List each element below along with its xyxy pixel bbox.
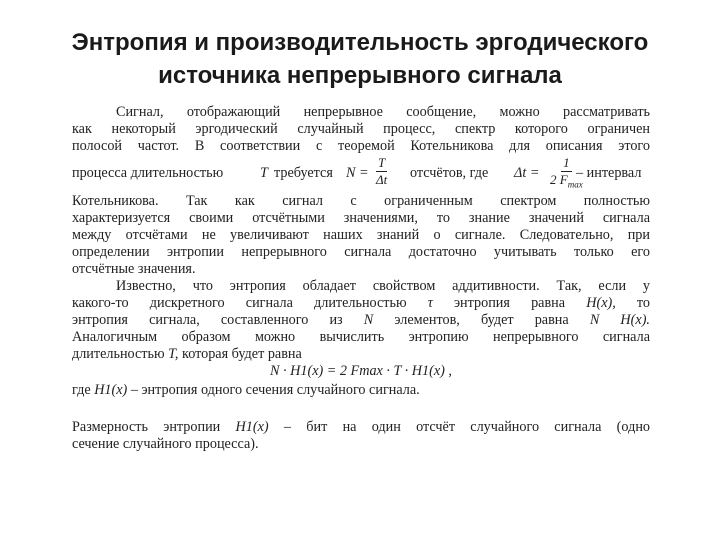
paragraph-gap <box>72 399 650 419</box>
para2-line3 <box>72 312 650 329</box>
para1-line9: отсчётные значения. <box>72 261 196 277</box>
para2-line2-H: H(x), <box>586 295 616 311</box>
para3-line1 <box>72 419 650 436</box>
para2-line6-b: – энтропия одного сечения случайного сигнала. <box>130 382 420 398</box>
para2-line5-b: которая будет равна <box>182 346 302 362</box>
para2-line5-a: длительностью <box>72 346 165 362</box>
para1-line4-T: T <box>260 165 268 181</box>
para3-line2: сечение случайного процесса). <box>72 436 259 452</box>
slide-title <box>40 26 680 92</box>
para3-line1-H: H1(x) <box>235 419 269 435</box>
para2-line3-b: элементов, будет равна <box>394 312 569 328</box>
eq2-den-main: 2 F <box>550 172 568 187</box>
eq1-numerator: T <box>378 155 386 170</box>
para1-line4-d: – интервал <box>576 165 642 181</box>
para2-line3-NH: N H(x). <box>589 312 650 328</box>
para1-line1: Сигнал, отображающий непрерывное сообщение, можно рассматривать <box>116 104 650 120</box>
para3-line1-a: Размерность энтропии <box>72 419 221 435</box>
para1-line4-c: отсчётов, где <box>410 165 489 181</box>
para1-equation-row <box>72 155 650 193</box>
title-line-1: Энтропия и производительность эргодического <box>71 29 649 56</box>
para2-line4: Аналогичным образом можно вычислить энтропию непрерывного сигнала <box>72 329 650 345</box>
para2-line1: Известно, что энтропия обладает свойством аддитивности. Так, если у <box>116 278 650 294</box>
para1-line2: как некоторый эргодический случайный процесс, спектр которого ограничен <box>72 121 650 137</box>
para2-line6-a: где <box>72 382 91 398</box>
para3-line1-b: – бит на один отсчёт случайного сигнала (одно <box>283 419 650 435</box>
entropy-formula: N · H1(x) = 2 Fmax · T · H1(x) , <box>270 363 452 379</box>
para2-line2 <box>72 295 650 312</box>
para1-line3: полосой частот. В соответствии с теоремой Котельникова для описания этого <box>72 138 650 154</box>
para1-line6: характеризуется своими отсчётными значениями, то знание значений сигнала <box>72 210 650 226</box>
para2-line5 <box>72 346 650 363</box>
para2-line2-tau: τ <box>427 295 433 311</box>
eq2-numerator: 1 <box>563 155 570 170</box>
eq2-lhs: Δt = <box>514 165 540 181</box>
eq1-denominator: Δt <box>376 172 388 187</box>
para2-line6 <box>72 382 650 399</box>
para1-line4-a: процесса длительностью <box>72 165 224 181</box>
eq1-fraction <box>374 155 389 188</box>
para2-line2-a: какого-то дискретного сигнала длительностью <box>72 295 407 311</box>
eq2-den-sub: max <box>567 179 583 190</box>
para1-line7: между отсчётами не увеличивают наших знаний о сигнале. Следовательно, при <box>72 227 650 243</box>
para1-line5: Котельникова. Так как сигнал с ограниченным спектром полностью <box>72 193 650 209</box>
para2-line2-c: то <box>636 295 650 311</box>
title-line-2: источника непрерывного сигнала <box>158 62 562 89</box>
para2-line6-H: H1(x) <box>94 382 128 398</box>
body-text <box>72 104 650 453</box>
para2-line3-N: N <box>363 312 374 328</box>
eq1-lhs: N = <box>346 165 369 181</box>
para2-line5-T: T, <box>168 346 179 362</box>
para2-line2-b: энтропия равна <box>453 295 566 311</box>
para1-line4-b: требуется <box>274 165 333 181</box>
para1-line8: определении энтропии непрерывного сигнала достаточно учитывать только его <box>72 244 650 260</box>
para2-line3-a: энтропия сигнала, составленного из <box>72 312 343 328</box>
